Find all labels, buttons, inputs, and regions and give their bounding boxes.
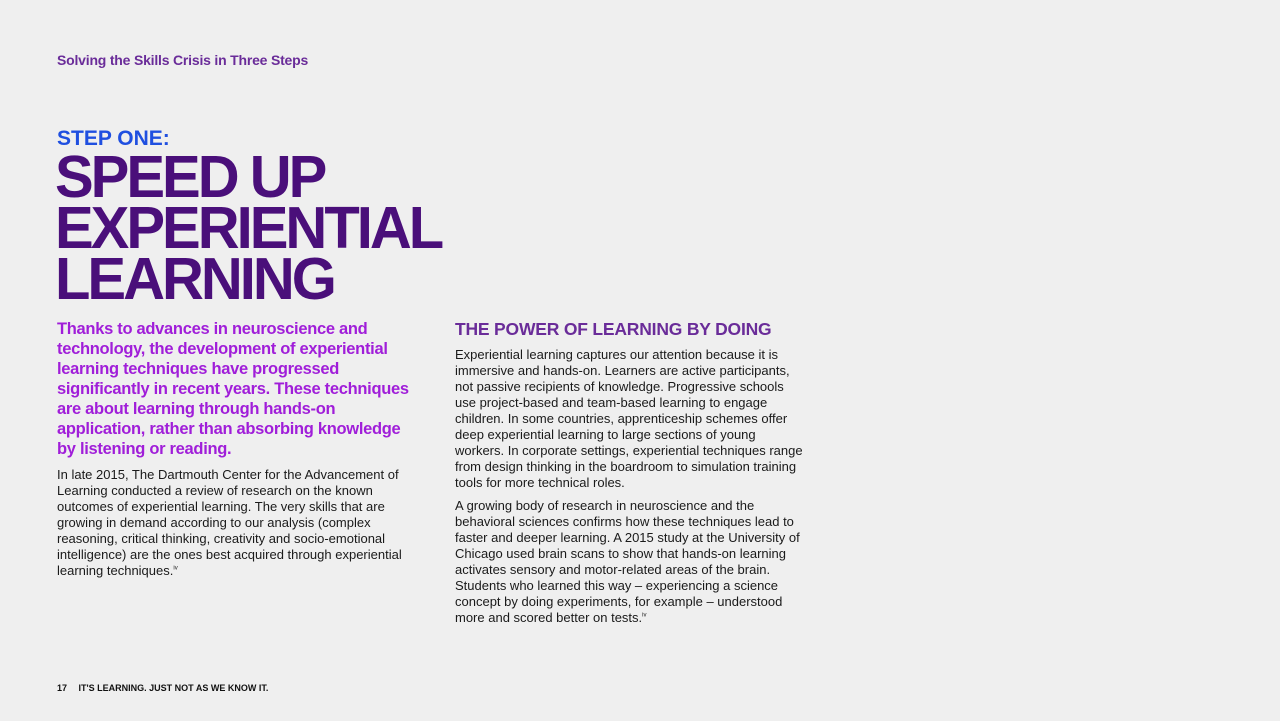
body-paragraph: Experiential learning captures our attention because it is immersive and hands-on. Learners are active participants, not passive recipients of knowledge. Progressive schools use project-based and team-based learning to engage children. In some countries, apprenticeship schemes offer deep experiential learning to large sections of young workers. In corporate settings, experiential techniques range from design thinking in the boardroom to simulation training tools for more technical roles. <box>455 347 803 490</box>
headline-line: LEARNING <box>55 245 334 313</box>
body-text: In late 2015, The Dartmouth Center for the Advancement of Learning conducted a review of research on the known outcomes of experiential learning. The very skills that are growing in demand according to our analysis (complex reasoning, critical thinking, creativity and socio-emotional intelligence) are the ones best acquired through experiential learning techniques. <box>57 467 402 578</box>
page-footer <box>57 683 268 693</box>
headline-line: SPEED UP <box>55 143 325 211</box>
page-number: 17 <box>57 683 68 693</box>
body-paragraph <box>455 498 805 626</box>
footnote-marker: iv <box>642 612 647 619</box>
headline-line: EXPERIENTIAL <box>55 194 442 262</box>
column-body <box>455 347 805 626</box>
page-title <box>55 143 442 313</box>
body-text: A growing body of research in neuroscience and the behavioral sciences confirms how these techniques lead to faster and deeper learning. A 2015 study at the University of Chicago used brain scans to show that hands-on learning activates sensory and motor-related areas of the brain. Students who learned this way – experiencing a science concept by doing experiments, for example – understood more and scored better on tests. <box>455 498 800 625</box>
running-header: Solving the Skills Crisis in Three Steps <box>57 52 309 68</box>
body-paragraph <box>57 467 417 579</box>
publication-title: IT'S LEARNING. JUST NOT AS WE KNOW IT. <box>78 683 269 693</box>
section-heading: THE POWER OF LEARNING BY DOING <box>455 319 772 339</box>
step-label: STEP ONE: <box>57 127 170 150</box>
footnote-marker: iv <box>173 565 178 572</box>
lead-paragraph: Thanks to advances in neuroscience and technology, the development of experiential learning techniques have progressed significantly in recent years. These techniques are about learning through hands-on application, rather than absorbing knowledge by listening or reading. <box>57 320 409 458</box>
